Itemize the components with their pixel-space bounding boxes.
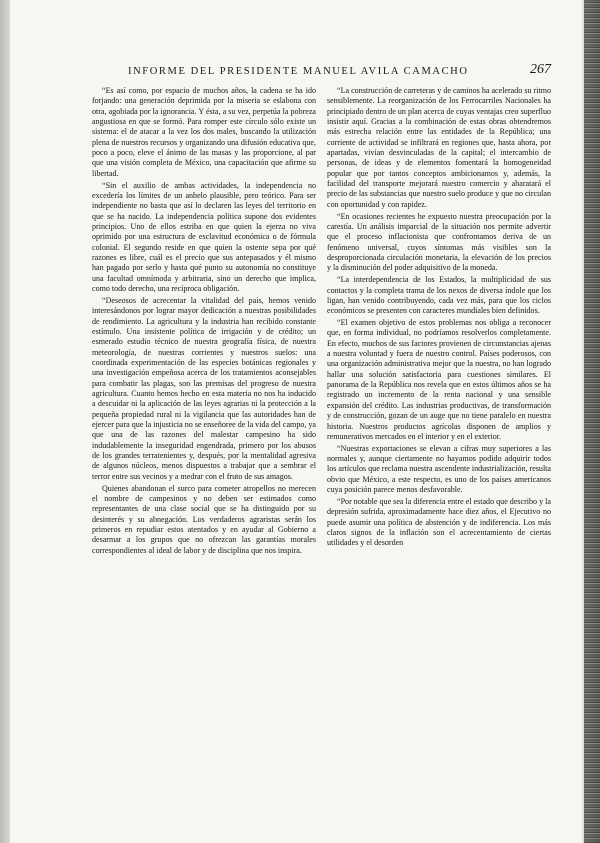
paragraph: Quienes abandonan el surco para cometer atropellos no merecen el nombre de campesinos y no deben ser estimados como representantes de una clase social que se ha distinguido por su desinterés y su abnegación. Los verdaderos agraristas serán los primeros en repudiar estos atentados y en ayudar al Gobierno a desarmar a los grupos que no ofrezcan las garantías morales correspondientes al ideal de labor y de disciplina que nos inspira. [92,483,316,555]
paragraph: “Por notable que sea la diferencia entre el estado que describo y la depresión sufrida, aproximadamente hace diez años, el Ejecutivo no puede asumir una política de abstención y de indiferencia. Los más claros signos de la inflación son el acrecentamiento de ciertas utilidades y el desorden [327,496,551,548]
paragraph: “Deseosos de acrecentar la vitalidad del país, hemos venido interesándonos por lograr mayor dedicación a nuestras posibilidades de rendimiento. La agricultura y la industria han recibido constante estímulo. Una insistente política de irrigación y de crédito; un esmerado estudio técnico de nuestra geografía física, de nuestra meteorología, de nuestras corrientes y nuestros suelos: una coordinada experimentación de las especies botánicas regionales y una investigación empeñosa acerca de los tratamientos aconsejables para combatir las plagas, son las premisas del progreso de nuestra agricultura. Cuanto hemos hecho en esta materia no nos ha inducido a descuidar ni la aplicación de las leyes agrarias ni la protección a la pequeña propiedad rural ni la vigilancia que las autoridades han de ejercer para que la injusticia no se enseñoree de la vida del campo, ya que una de las razones del malestar campesino ha sido indudablemente la inseguridad engendrada, primero por los abusos de los grandes terratenientes y, después, por la mentalidad agresiva de algunos núcleos, menos dispuestos a trabajar que a sembrar el terror entre sus vecinos y a medrar con el fruto de sus amagos. [92,295,316,481]
running-title: INFORME DEL PRESIDENTE MANUEL AVILA CAMACHO [128,66,469,77]
paragraph: “Es así como, por espacio de muchos años, la cadena se ha ido forjando: una generación deprimida por la miseria se eslabona con otra, agobiada por la ignorancia. Y ésta, a su vez, perpetúa la pobreza angustiosa en que se formó. Para romper este círculo sólo existe un sistema: el de atacar a la vez los dos males, buscando la utilización plena de nuestros recursos y organizando una difusión educativa que, poco a poco, eleve el ánimo de las masas y las proporcione, al par que una visión completa de México, una capacitación que afirme su libertad. [92,86,316,178]
paragraph: “Nuestras exportaciones se elevan a cifras muy superiores a las normales y, aunque ciertamente no hayamos podido adquirir todos los artículos que reclama nuestra ascendente industrialización, resulta obvio que México, a este respecto, es uno de los países americanos cuya posición parece menos desfavorable. [327,443,551,495]
paragraph: “La interdependencia de los Estados, la multiplicidad de sus contactos y la completa trama de los nexos de diversa índole que los ligan, han venido contribuyendo, cada vez más, para que los ciclos económicos se presenten con caracteres mundiales bien definidos. [327,275,551,316]
left-column [92,86,316,556]
paragraph: “En ocasiones recientes he expuesto nuestra preocupación por la carestía. Un análisis imparcial de la situación nos permite advertir que el proceso inflacionista que confrontamos deriva de un fenómeno universal, cuyos síntomas más visibles son la desproporcionada circulación monetaria, la elevación de los precios y la disminución del poder adquisitivo de la moneda. [327,211,551,273]
right-column [327,86,551,549]
paragraph: “La construcción de carreteras y de caminos ha acelerado su ritmo sensiblemente. La reorganización de los Ferrocarriles Nacionales ha principiado dentro de un plan acerca de cuyas ventajas creo superfluo insistir aquí. Gracias a la combinación de estas obras obtendremos más estrecha relación entre las entidades de la República; una corriente de actividad se infiltrará en regiones que, hasta ahora, por apartadas, vivían desvinculadas de la capital; el intercambio de personas, de ideas y de elementos fomentará la homogeneidad popular que por tantos conceptos ambicionamos y, además, la facilidad del transporte mejorará nuestro comercio y abaratará el precio de las substancias que nuestro suelo produce y que no circulan con oportunidad y con rapidez. [327,86,551,209]
page-number: 267 [530,62,551,77]
scan-edge-shadow [584,0,600,843]
paragraph: “Sin el auxilio de ambas actividades, la independencia no excedería los límites de un anhelo plausible, pero teórico. Para ser independiente no basta que así lo declaren las leyes del territorio en que se ha nacido. La independencia política supone dos evidentes principios. Uno de ellos estriba en que quien la ejerza no viva oprimido por una estructura de esclavitud económica o de fórmula colonial. El segundo reside en que quien la ostente sepa por qué razones es libre, cuál es el precio que sus antepasados y él mismo han pagado por serlo y hasta qué punto su autonomía no constituye una facultad omnímoda y arbitraria, sino un derecho que implica, como todo derecho, una recíproca obligación. [92,180,316,294]
paragraph: “El examen objetivo de estos problemas nos obliga a reconocer que, en forma individual, no podríamos resolverlos completamente. En efecto, muchos de sus factores provienen de circunstancias ajenas a nuestra voluntad y fuera de nuestro control. Países poderosos, con una organización administrativa mejor que la nuestra, no han logrado hallar una solución satisfactoria para cuestiones similares. El panorama de la República nos revela que en estos últimos años se ha registrado un incremento de la renta nacional y una sensible expansión del crédito. Las industrias productivas, de transformación y de construcción, gozan de un auge que no tiene paralelo en nuestra historia. Nuestros productos agrícolas disponen de amplios y remunerativos mercados en el interior y en el exterior. [327,318,551,441]
page-sheet [10,0,582,843]
